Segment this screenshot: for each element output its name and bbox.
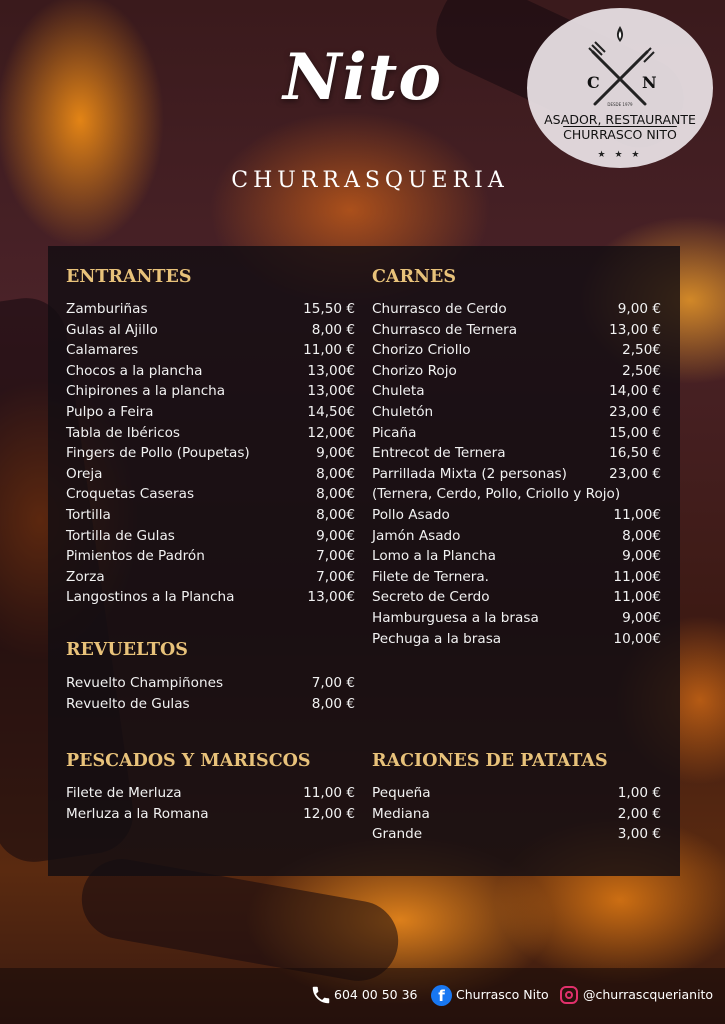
menu-item-name: Jamón Asado — [372, 527, 461, 544]
menu-item-price: 9,00€ — [316, 527, 355, 544]
facebook-handle: Churrasco Nito — [456, 987, 549, 1002]
menu-item — [372, 484, 661, 505]
menu-item-price: 16,50 € — [609, 445, 661, 462]
menu-item-name: Tortilla — [66, 507, 111, 523]
menu-item-name: Chipirones a la plancha — [66, 383, 226, 400]
menu-item-name: (Ternera, Cerdo, Pollo, Criollo y Rojo) — [372, 486, 621, 503]
menu-item-name: Gulas al Ajillo — [66, 321, 158, 338]
menu-item-name: Pollo Asado — [372, 507, 450, 523]
menu-item — [66, 381, 355, 402]
menu-item — [66, 464, 355, 485]
section-title-carnes: CARNES — [372, 267, 457, 287]
menu-item-name: Revuelto de Gulas — [66, 695, 190, 712]
menu-item-name: Churrasco de Cerdo — [372, 301, 507, 317]
menu-item — [66, 402, 355, 423]
grill-tools-icon — [527, 8, 713, 118]
restaurant-name: Nito — [282, 40, 443, 115]
menu-item — [66, 361, 355, 382]
menu-item-price: 2,50€ — [622, 362, 661, 379]
menu-item-price: 8,00€ — [316, 465, 355, 482]
menu-item — [372, 629, 661, 650]
menu-item-price: 8,00€ — [316, 507, 355, 523]
menu-item — [372, 381, 661, 402]
menu-item — [372, 546, 661, 567]
menu-item — [372, 783, 661, 804]
menu-item-name: Zorza — [66, 568, 105, 585]
menu-item — [66, 694, 355, 715]
menu-item — [372, 526, 661, 547]
menu-item — [372, 443, 661, 464]
menu-item — [66, 546, 355, 567]
menu-item — [372, 320, 661, 341]
menu-item-name: Mediana — [372, 805, 430, 822]
menu-item-price: 8,00 € — [311, 695, 355, 712]
menu-item — [66, 320, 355, 341]
menu-item — [66, 340, 355, 361]
menu-item-name: Secreto de Cerdo — [372, 589, 490, 606]
menu-item-name: Chorizo Criollo — [372, 342, 471, 359]
menu-item-price: 13,00 € — [609, 321, 661, 338]
menu-item-name: Picaña — [372, 424, 417, 441]
instagram-contact[interactable] — [560, 984, 713, 1006]
menu-item-name: Chorizo Rojo — [372, 362, 457, 379]
menu-item-price: 8,00€ — [316, 486, 355, 503]
menu-item — [66, 587, 355, 608]
menu-item-name: Hamburguesa a la brasa — [372, 610, 539, 626]
svg-text:DESDE 1979: DESDE 1979 — [607, 102, 633, 107]
menu-item-price: 9,00€ — [622, 610, 661, 626]
menu-item-name: Tabla de Ibéricos — [66, 424, 180, 441]
menu-item-name: Zamburiñas — [66, 301, 148, 317]
menu-item-name: Chuletón — [372, 404, 434, 420]
menu-item-price: 1,00 € — [617, 785, 661, 801]
menu-item-name: Chuleta — [372, 383, 425, 400]
menu-item-price: 13,00€ — [307, 589, 355, 606]
svg-text:N: N — [642, 73, 657, 92]
menu-item-price: 9,00 € — [617, 301, 661, 317]
menu-item-price: 11,00€ — [613, 507, 661, 523]
menu-item-price: 12,00€ — [307, 424, 355, 441]
facebook-icon: f — [431, 985, 452, 1006]
phone-contact[interactable] — [310, 984, 418, 1006]
menu-item — [372, 402, 661, 423]
menu-item-name: Revuelto Champiñones — [66, 675, 224, 691]
menu-item-name: Langostinos a la Plancha — [66, 589, 235, 606]
menu-item-price: 11,00 € — [303, 785, 355, 801]
section-title-pescados: PESCADOS Y MARISCOS — [66, 751, 311, 771]
menu-item — [66, 505, 355, 526]
menu-item-name: Churrasco de Ternera — [372, 321, 518, 338]
menu-item-price: 7,00€ — [316, 548, 355, 565]
menu-item — [372, 423, 661, 444]
menu-item-price: 7,00€ — [316, 568, 355, 585]
menu-item — [66, 484, 355, 505]
menu-item-name: Grande — [372, 826, 423, 843]
phone-number: 604 00 50 36 — [334, 987, 418, 1002]
menu-item-name: Lomo a la Plancha — [372, 548, 496, 565]
svg-text:C: C — [587, 73, 600, 92]
menu-item-price: 3,00 € — [617, 826, 661, 843]
menu-item-name: Calamares — [66, 342, 139, 359]
menu-item-price: 2,00 € — [617, 805, 661, 822]
logo-brand-text — [527, 112, 713, 142]
instagram-handle: @churrascquerianito — [583, 987, 714, 1002]
menu-item-name: Pequeña — [372, 785, 431, 801]
section-title-entrantes: ENTRANTES — [66, 267, 192, 287]
menu-item-name: Fingers de Pollo (Poupetas) — [66, 445, 250, 462]
menu-item — [372, 804, 661, 825]
menu-item-price: 13,00€ — [307, 362, 355, 379]
section-title-patatas: RACIONES DE PATATAS — [372, 751, 608, 771]
menu-item-price: 10,00€ — [613, 630, 661, 647]
menu-item — [66, 423, 355, 444]
menu-item-price: 12,00 € — [303, 805, 355, 822]
menu-item-price: 15,50 € — [303, 301, 355, 317]
restaurant-subtitle: CHURRASQUERIA — [231, 168, 509, 193]
menu-item — [66, 443, 355, 464]
menu-item-price: 15,00 € — [609, 424, 661, 441]
menu-item-name: Pimientos de Padrón — [66, 548, 205, 565]
menu-item — [372, 505, 661, 526]
menu-item-price: 2,50€ — [622, 342, 661, 359]
menu-item-name: Pechuga a la brasa — [372, 630, 502, 647]
menu-item-name: Croquetas Caseras — [66, 486, 195, 503]
menu-item-price: 8,00 € — [311, 321, 355, 338]
phone-icon — [310, 984, 332, 1006]
menu-item — [372, 608, 661, 629]
menu-item — [372, 824, 661, 845]
menu-item — [372, 567, 661, 588]
menu-item — [372, 299, 661, 320]
facebook-contact[interactable] — [431, 984, 549, 1006]
menu-item-name: Pulpo a Feira — [66, 404, 154, 420]
menu-item-price: 11,00€ — [613, 568, 661, 585]
menu-item-price: 8,00€ — [622, 527, 661, 544]
menu-item-name: Tortilla de Gulas — [66, 527, 175, 544]
menu-item-price: 9,00€ — [316, 445, 355, 462]
menu-item — [372, 464, 661, 485]
logo-stars: ★ ★ ★ — [597, 150, 643, 160]
menu-item — [66, 673, 355, 694]
menu-item-price: 7,00 € — [311, 675, 355, 691]
menu-item-name: Merluza a la Romana — [66, 805, 209, 822]
menu-item-price: 14,00 € — [609, 383, 661, 400]
menu-item-price: 13,00€ — [307, 383, 355, 400]
menu-item-name: Filete de Merluza — [66, 785, 182, 801]
menu-item-price: 11,00€ — [613, 589, 661, 606]
restaurant-logo — [527, 8, 713, 168]
menu-item — [66, 299, 355, 320]
menu-item-price: 14,50€ — [307, 404, 355, 420]
instagram-icon — [560, 986, 578, 1004]
logo-line-2: CHURRASCO NITO — [563, 127, 677, 142]
menu-item-name: Chocos a la plancha — [66, 362, 203, 379]
menu-item — [66, 783, 355, 804]
menu-item-name: Filete de Ternera. — [372, 568, 489, 585]
menu-item-price: 23,00 € — [609, 404, 661, 420]
menu-item — [372, 587, 661, 608]
menu-item — [372, 361, 661, 382]
menu-item — [66, 567, 355, 588]
menu-item — [66, 804, 355, 825]
menu-item-price: 23,00 € — [609, 465, 661, 482]
logo-line-1: ASADOR, RESTAURANTE — [544, 112, 696, 127]
section-title-revueltos: REVUELTOS — [66, 640, 188, 660]
menu-item-price: 9,00€ — [622, 548, 661, 565]
menu-item-price: 11,00 € — [303, 342, 355, 359]
menu-item — [66, 526, 355, 547]
menu-item — [372, 340, 661, 361]
menu-item-name: Parrillada Mixta (2 personas) — [372, 465, 567, 482]
menu-item-name: Oreja — [66, 465, 103, 482]
menu-item-name: Entrecot de Ternera — [372, 445, 506, 462]
